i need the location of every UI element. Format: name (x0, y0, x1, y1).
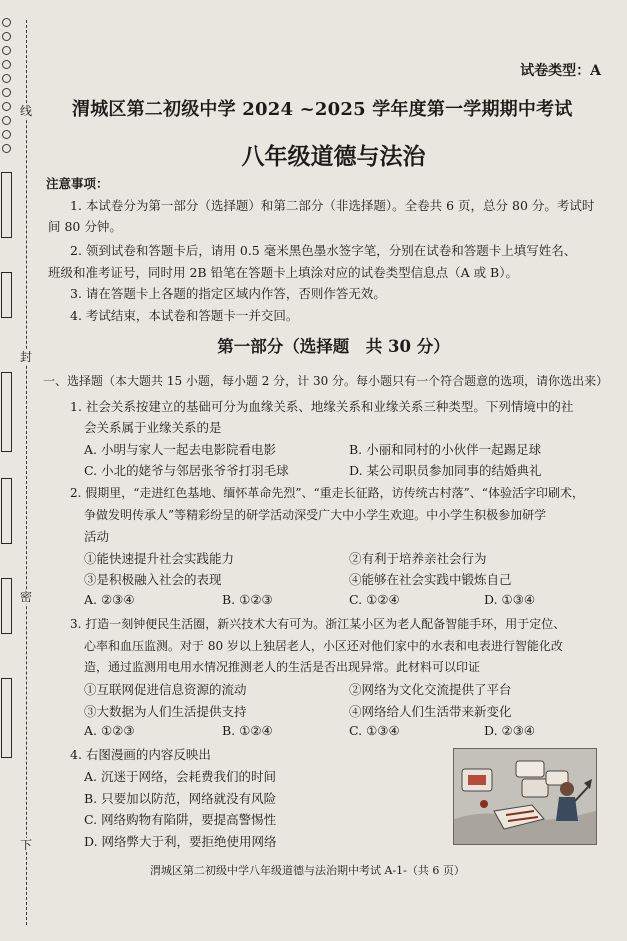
margin-field-box (1, 172, 12, 238)
margin-field-box (1, 578, 12, 634)
question-3-option-a: A. ①②③ (84, 723, 135, 738)
question-3-statement-3: ③大数据为人们生活提供支持 (84, 704, 247, 719)
notice-line: 2. 领到试卷和答题卡后，请用 0.5 毫米黑色墨水签字笔，分别在试卷和答题卡上填写姓名、 (70, 243, 577, 258)
binding-hole (2, 88, 11, 97)
binding-hole (2, 60, 11, 69)
question-3-option-c: C. ①③④ (349, 723, 400, 738)
question-3-statement-4: ④网络给人们生活带来新变化 (349, 704, 512, 719)
question-4-option-a: A. 沉迷于网络，会耗费我们的时间 (84, 769, 276, 784)
question-2-statement-4: ④能够在社会实践中锻炼自己 (349, 572, 512, 587)
question-1-stem: 1. 社会关系按建立的基础可分为血缘关系、地缘关系和业缘关系三种类型。下列情境中的社 (70, 399, 574, 414)
question-2-statement-1: ①能快速提升社会实践能力 (84, 551, 235, 566)
margin-field-box (1, 478, 12, 544)
question-2-stem: 争做发明传承人”等精彩纷呈的研学活动深受广大中小学生欢迎。中小学生积极参加研学 (84, 508, 547, 522)
margin-label-secret: 密 (19, 590, 32, 604)
cartoon-drawing (454, 749, 596, 844)
question-2-option-a: A. ②③④ (84, 592, 135, 607)
section-heading: 一、选择题（本大题共 15 小题，每小题 2 分，计 30 分。每小题只有一个符合题意的选项，请你选出来） (43, 374, 609, 388)
notice-line: 间 80 分钟。 (48, 219, 122, 234)
question-3-statement-1: ①互联网促进信息资源的流动 (84, 682, 247, 697)
margin-field-box (1, 372, 12, 452)
margin-field-box (1, 678, 12, 758)
margin-label-line: 线 (19, 104, 32, 118)
paper-type-label: 试卷类型：A (520, 63, 601, 79)
part-one-title: 第一部分（选择题 共 30 分） (217, 337, 450, 356)
question-1-option-a: A. 小明与家人一起去电影院看电影 (84, 442, 276, 457)
question-1-option-c: C. 小北的姥爷与邻居张爷爷打羽毛球 (84, 463, 289, 478)
question-2-statement-3: ③是积极融入社会的表现 (84, 572, 222, 587)
question-3-stem: 心率和血压监测。对于 80 岁以上独居老人，小区还对他们家中的水表和电表进行智能化改 (84, 639, 563, 653)
binding-hole (2, 74, 11, 83)
question-4-stem: 4. 右图漫画的内容反映出 (70, 747, 211, 762)
notice-line: 1. 本试卷分为第一部分（选择题）和第二部分（非选择题）。全卷共 6 页，总分 80 分。考试时 (70, 198, 595, 213)
binding-hole (2, 46, 11, 55)
binding-hole (2, 32, 11, 41)
question-1-option-d: D. 某公司职员参加同事的结婚典礼 (349, 463, 542, 478)
question-3-stem: 3. 打造一刻钟便民生活圈，新兴技术大有可为。浙江某小区为老人配备智能手环，用于定位、 (70, 617, 566, 631)
page-footer: 渭城区第二初级中学八年级道德与法治期中考试 A-1-（共 6 页） (150, 864, 465, 877)
margin-label-seal: 封 (19, 350, 32, 364)
question-2-stem: 2. 假期里，“走进红色基地、缅怀革命先烈”、“重走长征路，访传统古村落”、“体验活字印刷术， (70, 486, 584, 500)
subject-title: 八年级道德与法治 (241, 143, 426, 170)
question-3-statement-2: ②网络为文化交流提供了平台 (349, 682, 512, 697)
question-2-option-b: B. ①②③ (222, 592, 273, 607)
notice-heading: 注意事项： (46, 176, 109, 191)
question-2-stem: 活动 (84, 529, 110, 544)
question-4-option-c: C. 网络购物有陷阱，要提高警惕性 (84, 812, 277, 827)
notice-line: 4. 考试结束，本试卷和答题卡一并交回。 (70, 308, 299, 323)
notice-line: 班级和准考证号，同时用 2B 铅笔在答题卡上填涂对应的试卷类型信息点（A 或 B）。 (48, 265, 518, 280)
question-3-option-b: B. ①②④ (222, 723, 273, 738)
question-1-option-b: B. 小丽和同村的小伙伴一起踢足球 (349, 442, 542, 457)
question-3-option-d: D. ②③④ (484, 723, 536, 738)
binding-hole (2, 18, 11, 27)
question-1-stem: 会关系属于业缘关系的是 (84, 420, 222, 435)
cartoon-illustration (453, 748, 597, 845)
question-4-option-b: B. 只要加以防范，网络就没有风险 (84, 791, 277, 806)
question-4-option-d: D. 网络弊大于利，要拒绝使用网络 (84, 834, 277, 849)
exam-title: 渭城区第二初级中学 2024 ~2025 学年度第一学期期中考试 (72, 99, 573, 120)
question-2-statement-2: ②有利于培养亲社会行为 (349, 551, 487, 566)
question-3-stem: 造，通过监测用电用水情况推测老人的生活是否出现异常。此材料可以印证 (84, 660, 481, 674)
margin-field-box (1, 272, 12, 318)
margin-label-below: 下 (19, 838, 32, 852)
binding-hole (2, 116, 11, 125)
notice-line: 3. 请在答题卡上各题的指定区域内作答，否则作答无效。 (70, 286, 386, 301)
question-2-option-d: D. ①③④ (484, 592, 536, 607)
question-2-option-c: C. ①②④ (349, 592, 400, 607)
binding-hole (2, 102, 11, 111)
